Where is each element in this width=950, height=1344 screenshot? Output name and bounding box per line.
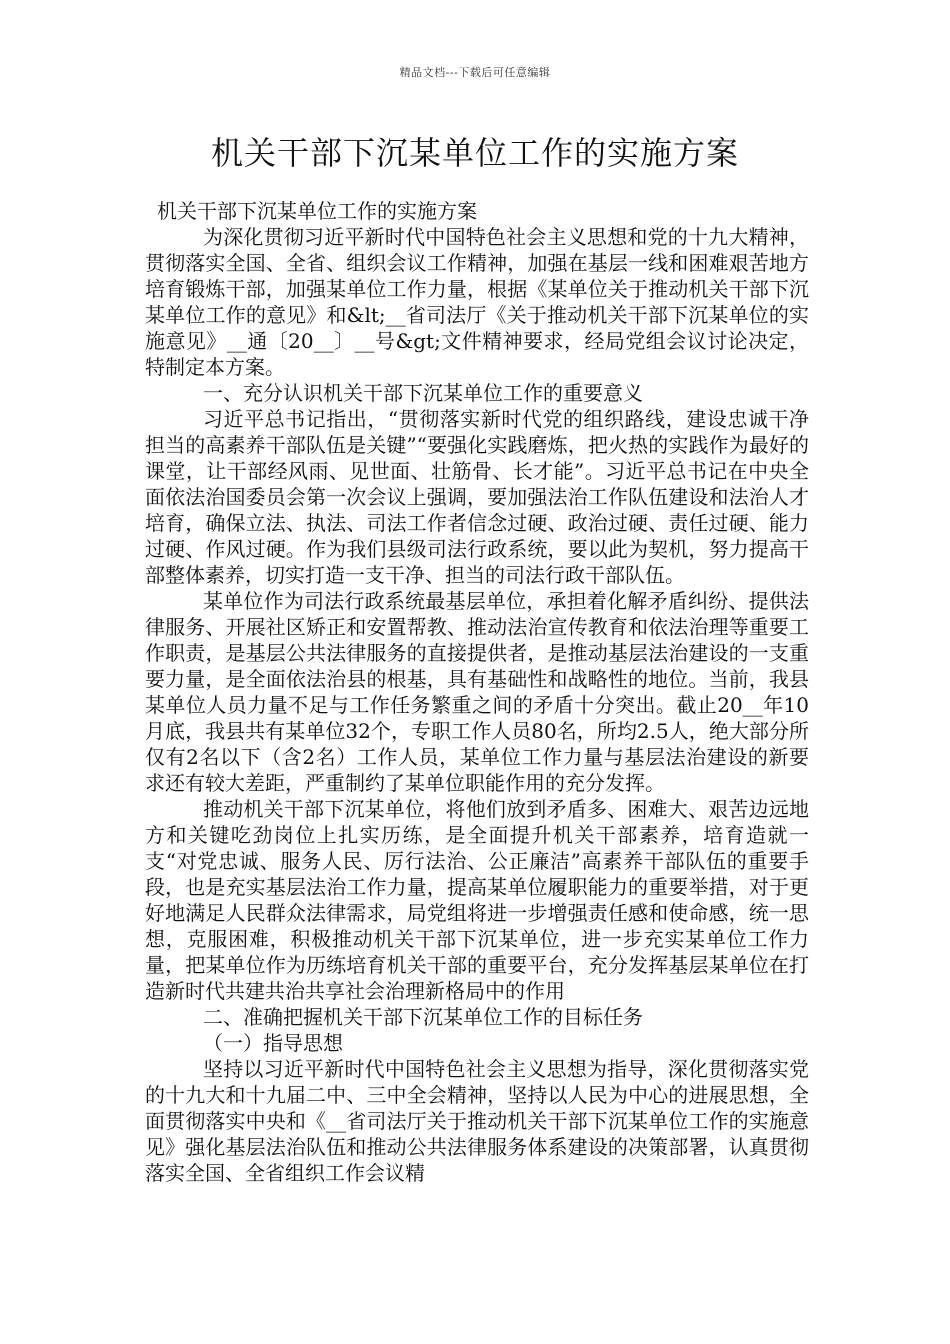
paragraph-3: 推动机关干部下沉某单位，将他们放到矛盾多、困难大、艰苦边远地方和关键吃劲岗位上扎实历练，是全面提升机关干部素养，培育造就一支“对党忠诚、服务人民、厉行法治、公正廉洁”高素养干部队伍的重要手段，也是充实基层法治工作力量，提高某单位履职能力的重要举措，对于更好地满足人民群众法律需求，局党组将进一步增强责任感和使命感，统一思想，克服困难，积极推动机关干部下沉某单位，进一步充实某单位工作力量，把某单位作为历练培育机关干部的重要平台，充分发挥基层某单位在打造新时代共建共治共享社会治理新格局中的作用 <box>145 797 809 1003</box>
document-body <box>145 198 809 1186</box>
section-heading-1: 一、充分认识机关干部下沉某单位工作的重要意义 <box>203 381 643 405</box>
intro-paragraph: 为深化贯彻习近平新时代中国特色社会主义思想和党的十九大精神，贯彻落实全国、全省、组织会议工作精神，加强在基层一线和困难艰苦地方培育锻炼干部，加强某单位工作力量，根据《某单位关于推动机关干部下沉某单位工作的意见》和&lt;__省司法厅《关于推动机关干部下沉某单位的实施意见》__通〔20__〕__号&gt;文件精神要求，经局党组会议讨论决定，特制定本方案。 <box>145 225 809 379</box>
paragraph-4: 坚持以习近平新时代中国特色社会主义思想为指导，深化贯彻落实党的十九大和十九届二中、三中全会精神，坚持以人民为中心的进展思想，全面贯彻落实中央和《__省司法厅关于推动机关干部下沉某单位工作的实施意见》强化基层法治队伍和推动公共法律服务体系建设的决策部署，认真贯彻落实全国、全省组织工作会议精 <box>145 1057 809 1185</box>
subsection-heading-1: （一）指导思想 <box>203 1031 343 1055</box>
section-heading-2: 二、准确把握机关干部下沉某单位工作的目标任务 <box>203 1005 643 1029</box>
header-note: 精品文档---下载后可任意编辑 <box>399 66 551 79</box>
paragraph-1: 习近平总书记指出，“贯彻落实新时代党的组织路线，建设忠诚干净担当的高素养干部队伍是关键”“要强化实践磨炼，把火热的实践作为最好的课堂，让干部经风雨、见世面、壮筋骨、长才能”。习近平总书记在中央全面依法治国委员会第一次会议上强调，要加强法治工作队伍建设和法治人才培育，确保立法、执法、司法工作者信念过硬、政治过硬、责任过硬、能力过硬、作风过硬。作为我们县级司法行政系统，要以此为契机，努力提高干部整体素养，切实打造一支干净、担当的司法行政干部队伍。 <box>145 407 809 587</box>
paragraph-2: 某单位作为司法行政系统最基层单位，承担着化解矛盾纠纷、提供法律服务、开展社区矫正和安置帮教、推动法治宣传教育和依法治理等重要工作职责，是基层公共法律服务的直接提供者，是推动基层法治建设的一支重要力量，是全面依法治县的根基，具有基础性和战略性的地位。当前，我县某单位人员力量不足与工作任务繁重之间的矛盾十分突出。截止20__年10月底，我县共有某单位32个，专职工作人员80名，所均2.5人，绝大部分所仅有2名以下（含2名）工作人员，某单位工作力量与基层法治建设的新要求还有较大差距，严重制约了某单位职能作用的充分发挥。 <box>145 589 809 795</box>
document-title: 机关干部下沉某单位工作的实施方案 <box>210 134 739 172</box>
document-subtitle: 机关干部下沉某单位工作的实施方案 <box>157 199 477 223</box>
